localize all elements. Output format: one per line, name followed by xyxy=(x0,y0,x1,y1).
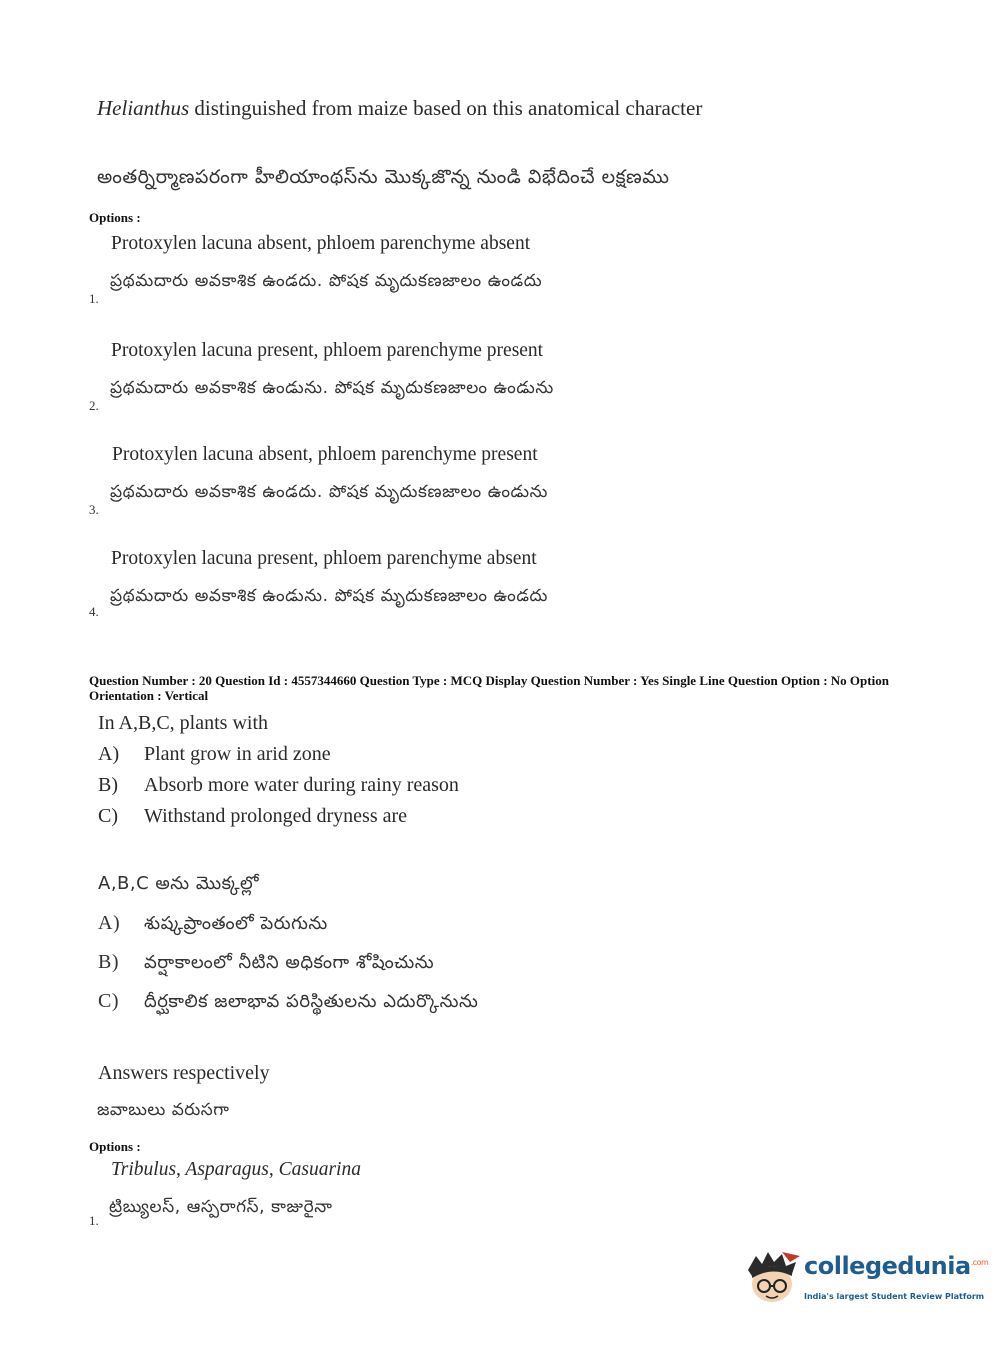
question-20-statement-c xyxy=(98,805,407,828)
question-20-stem-telugu: A,B,C అను మొక్కల్లో xyxy=(98,873,259,894)
collegedunia-logo xyxy=(742,1248,989,1312)
option-text-te: ప్రథమదారు అవకాశిక ఉండదు. పోషక మృదుకణజాలం ఉండదు xyxy=(110,271,543,291)
question-20-stem: In A,B,C, plants with xyxy=(98,712,269,734)
statement-text: Plant grow in arid zone xyxy=(144,743,331,765)
question-20-statement-c-telugu xyxy=(98,990,478,1016)
option-number: 2. xyxy=(89,398,99,413)
option-number: 1. xyxy=(89,291,99,306)
question-20-meta: Question Number : 20 Question Id : 4557344660 Question Type : MCQ Display Question Number : Yes Single Line Question Option : No Option Orientation : Vertical xyxy=(89,673,889,703)
statement-text: వర్షాకాలంలో నీటిని అధికంగా శోషించును xyxy=(144,952,435,973)
option-number: 3. xyxy=(89,502,99,517)
option-text-en: Protoxylen lacuna present, phloem parenchyme absent xyxy=(111,548,537,569)
option-text-en: Protoxylen lacuna absent, phloem parenchyme absent xyxy=(111,233,531,254)
option-number: 4. xyxy=(89,604,99,619)
option-text-te: ప్రథమదారు అవకాశిక ఉండును. పోషక మృదుకణజాలం ఉండదు xyxy=(110,586,549,606)
option-text-te: ప్రథమదారు అవకాశిక ఉండును. పోషక మృదుకణజాలం ఉండును xyxy=(110,378,554,398)
option-number: 1. xyxy=(89,1213,99,1228)
logo-suffix: .com xyxy=(970,1258,989,1267)
statement-text: Withstand prolonged dryness are xyxy=(144,805,408,827)
question-19-stem-telugu: అంతర్నిర్మాణపరంగా హీలియాంథస్‌ను మొక్కజొన్న నుండి విభేదించే లక్షణము xyxy=(97,166,670,188)
statement-letter: B) xyxy=(98,774,118,796)
statement-letter: C) xyxy=(98,990,119,1012)
option-text-en: Protoxylen lacuna absent, phloem parenchyme present xyxy=(112,444,538,465)
question-20-statement-a-telugu xyxy=(98,912,328,938)
logo-wordmark: collegedunia$^{.com}$ xyxy=(804,1252,989,1280)
statement-letter: A) xyxy=(98,743,120,765)
option-text-en: Protoxylen lacuna present, phloem parenchyme present xyxy=(111,340,544,361)
statement-letter: B) xyxy=(98,951,119,973)
question-20-statement-a xyxy=(98,743,331,766)
statement-letter: C) xyxy=(98,805,118,827)
question-19-stem xyxy=(97,96,702,121)
mascot-icon xyxy=(742,1248,802,1308)
logo-tagline: India's largest Student Review Platform xyxy=(804,1292,985,1301)
question-20-statement-b-telugu xyxy=(98,951,434,977)
question-20-statement-b xyxy=(98,774,459,797)
question-20-answers-label: Answers respectively xyxy=(98,1062,270,1084)
question-19-options-label: Options : xyxy=(89,210,141,225)
option-text-te: ట్రిబ్యులస్, ఆస్పరాగస్, కాజురైనా xyxy=(109,1197,333,1217)
statement-text: దీర్ఘకాలిక జలాభావ పరిస్థితులను ఎదుర్కొనును xyxy=(144,991,479,1012)
question-20-options-label: Options : xyxy=(89,1139,141,1154)
statement-text: Absorb more water during rainy reason xyxy=(144,774,459,796)
option-text-te: ప్రథమదారు అవకాశిక ఉండదు. పోషక మృదుకణజాలం ఉండును xyxy=(110,482,549,502)
question-19-stem-rest: distinguished from maize based on this anatomical character xyxy=(189,96,703,120)
question-20-answers-label-telugu: జవాబులు వరుసగా xyxy=(97,1100,230,1120)
option-text-en: Tribulus, Asparagus, Casuarina xyxy=(111,1159,361,1180)
statement-text: శుష్కప్రాంతంలో పెరుగును xyxy=(144,913,328,934)
question-19-stem-italic: Helianthus xyxy=(97,96,190,120)
statement-letter: A) xyxy=(98,912,121,934)
